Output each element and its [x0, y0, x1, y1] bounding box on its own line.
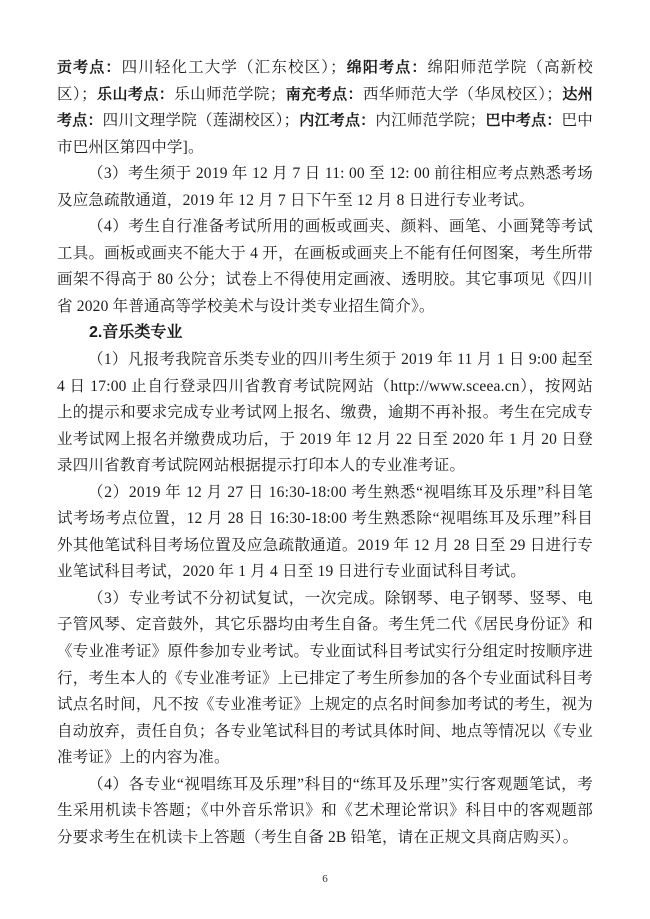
music-section-heading: 2.音乐类专业	[89, 324, 183, 342]
music-paragraph-4: （4）各专业“视唱练耳及乐理”科目的“练耳及乐理”实行客观题笔试，考生采用机读卡答题；《中外音乐常识》和《艺术理论常识》科目中的客观题部分要求考生在机读卡上答题（考生自备 2B 铅笔，请在正规文具商店购买）。	[57, 775, 593, 846]
document-body	[57, 55, 593, 851]
exam-site-value-zigong: 四川轻化工大学（汇东校区）；	[121, 59, 346, 76]
art-paragraph-3: （3）考生须于 2019 年 12 月 7 日 11: 00 至 12: 00 前往相应考点熟悉考场及应急疏散通道，2019 年 12 月 7 日下午至 12 月 8 日进行专业考试。	[57, 165, 593, 209]
exam-site-label-neijiang: 内江考点：	[299, 112, 376, 130]
exam-site-label-dazhou: 达州考点：	[57, 85, 593, 130]
exam-site-label-mianyang: 绵阳考点：	[345, 59, 428, 76]
exam-site-label-leshan: 乐山考点：	[96, 85, 175, 103]
exam-site-value-dazhou: 四川文理学院（莲湖校区）；	[102, 112, 300, 130]
music-paragraph-1: （1）凡报考我院音乐类专业的四川考生须于 2019 年 11 月 1 日 9:00 起至 4 日 17:00 止自行登录四川省教育考试院网站（http://www.sceea.cn），按网站上的提示和要求完成专业考试网上报名、缴费，逾期不再补报。考生在完成专业考试网上报名并缴费成功后，于 2019 年 12 月 22 日至 2020 年 1 月 20 日登录四川省教育考试院网站根据提示打印本人的专业准考证。	[57, 351, 593, 475]
exam-site-label-bazhong: 巴中考点：	[485, 112, 562, 130]
exam-site-value-mianyang: 绵阳师范学院（高新校区）；	[57, 59, 593, 103]
art-paragraph-4: （4）考生自行准备考试所用的画板或画夹、颜料、画笔、小画凳等考试工具。画板或画夹不能大于 4 开，在画板或画夹上不能有任何图案，考生所带画架不得高于 80 公分；试卷上不得使用定画液、透明胶。其它事项见《四川省 2020 年普通高等学校美术与设计类专业招生简介》。	[57, 218, 593, 315]
exam-site-label-nanchong: 南充考点：	[285, 85, 363, 103]
exam-site-value-nanchong: 西华师范大学（华凤校区）；	[362, 85, 563, 103]
music-paragraph-2: （2）2019 年 12 月 27 日 16:30-18:00 考生熟悉“视唱练耳及乐理”科目笔试考场考点位置，12 月 28 日 16:30-18:00 考生熟悉除“视唱练耳及乐理”科目外其他笔试科目考场位置及应急疏散通道。2019 年 12 月 28 日至 29 日进行专业笔试科目考试，2020 年 1 月 4 日至 19 日进行专业面试科目考试。	[57, 483, 593, 581]
music-paragraph-3: （3）专业考试不分初试复试，一次完成。除钢琴、电子钢琴、竖琴、电子管风琴、定音鼓外，其它乐器均由考生自备。考生凭二代《居民身份证》和《专业准考证》原件参加专业考试。专业面试科目考试实行分组定时按顺序进行，考生本人的《专业准考证》上已排定了考生所参加的各个专业面试科目考试点名时间，凡不按《专业准考证》上规定的点名时间参加考试的考生，视为自动放弃，责任自负；各专业笔试科目的考试具体时间、地点等情况以《专业准考证》上的内容为准。	[57, 589, 593, 767]
exam-site-value-neijiang: 内江师范学院；	[375, 112, 486, 130]
exam-site-value-leshan: 乐山师范学院；	[174, 85, 286, 103]
exam-site-label-zigong: 贡考点：	[57, 59, 122, 76]
page-number: 6	[322, 873, 328, 885]
exam-site-value-bazhong: 巴中市巴州区第四中学]。	[57, 112, 593, 156]
exam-sites-paragraph	[57, 55, 593, 161]
